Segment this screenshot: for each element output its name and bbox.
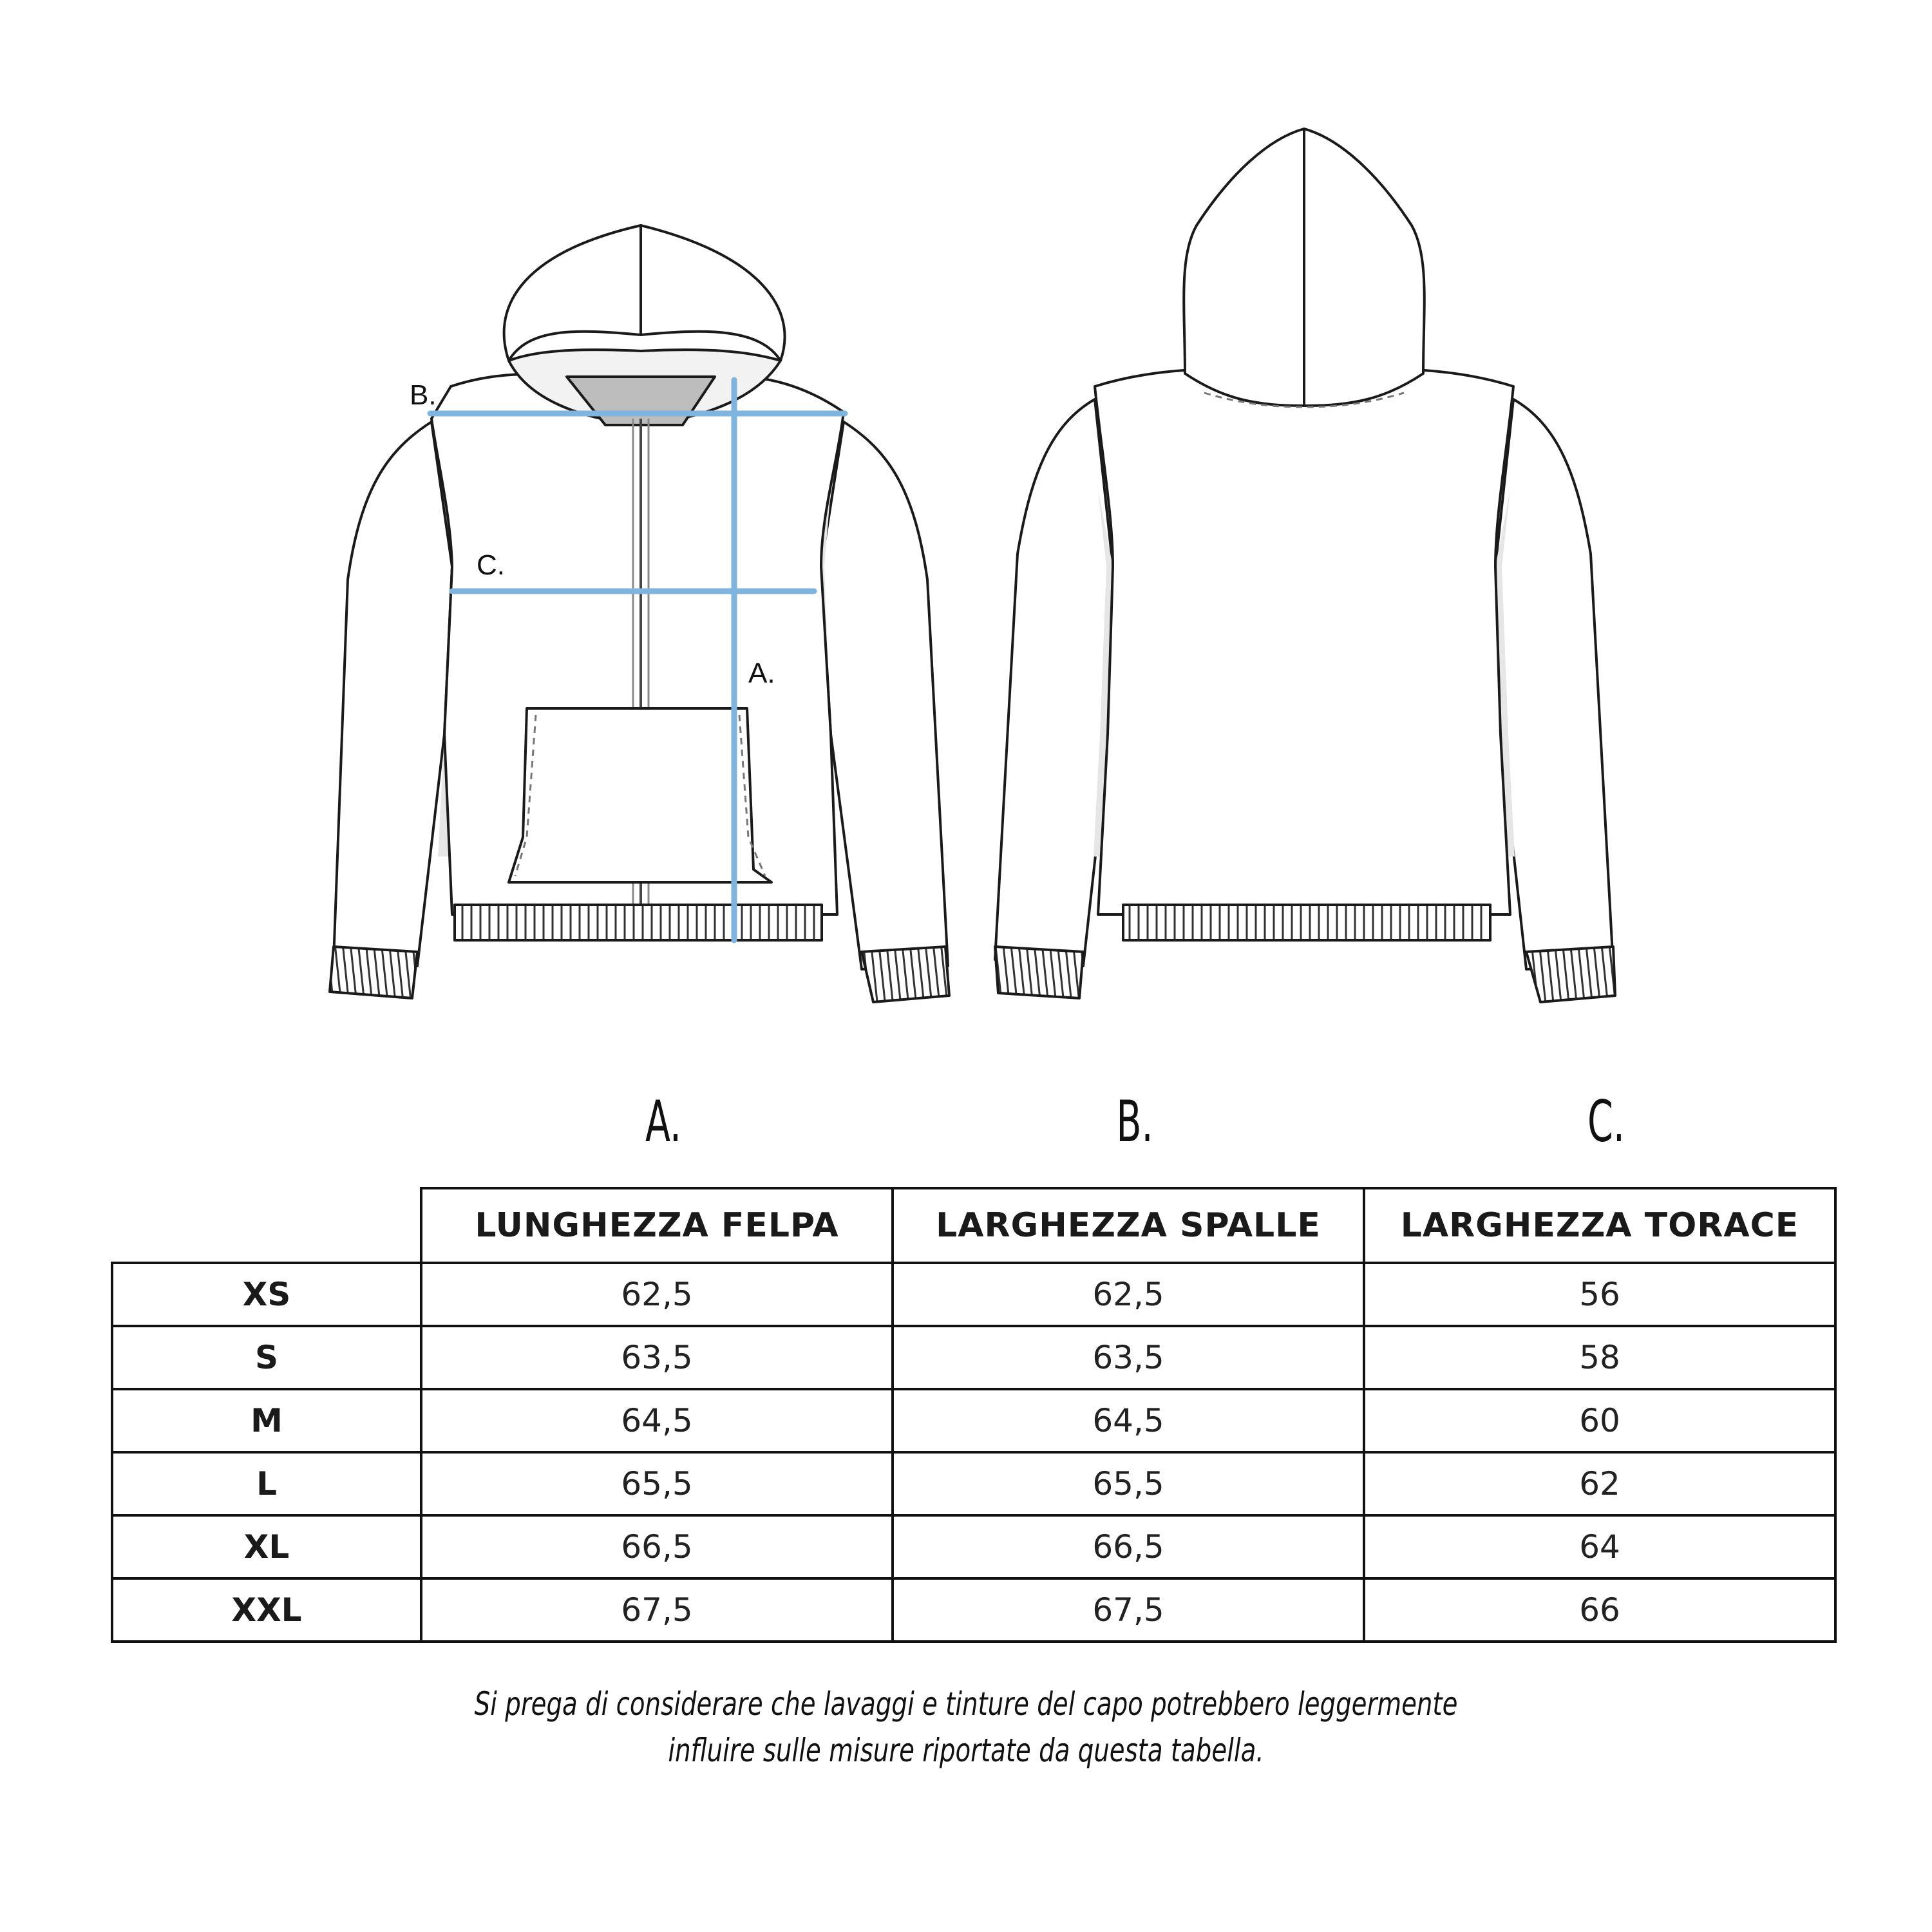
back-hem-rib (1123, 905, 1490, 940)
table-corner-cell (112, 1188, 421, 1263)
care-disclaimer-note (301, 1681, 1631, 1774)
size-label: S (112, 1326, 421, 1389)
value-cell: 62,5 (893, 1263, 1364, 1326)
value-cell: 63,5 (421, 1326, 893, 1389)
size-label: L (112, 1452, 421, 1515)
column-letter-a: A. (645, 1088, 681, 1155)
hoodie-back-view (995, 129, 1615, 1002)
column-letter-b: B. (1116, 1088, 1153, 1155)
header-larghezza-spalle: LARGHEZZA SPALLE (893, 1188, 1364, 1263)
back-body (1095, 369, 1513, 914)
front-left-sleeve (334, 422, 452, 966)
column-letter-c: C. (1587, 1088, 1625, 1155)
back-right-sleeve (1495, 399, 1613, 969)
size-label: XS (112, 1263, 421, 1326)
value-cell: 58 (1364, 1326, 1835, 1389)
value-cell: 64,5 (893, 1389, 1364, 1452)
value-cell: 64 (1364, 1515, 1835, 1578)
front-left-cuff (330, 947, 417, 998)
back-right-cuff (1526, 947, 1615, 1002)
note-line-2: influire sulle misure riportate da questa tabella. (668, 1732, 1264, 1769)
table-row (112, 1326, 1835, 1389)
label-b: B. (410, 379, 437, 411)
size-label: M (112, 1389, 421, 1452)
note-line-1: Si prega di considerare che lavaggi e tinture del capo potrebbero leggermente (474, 1685, 1458, 1723)
size-label: XXL (112, 1578, 421, 1642)
table-row (112, 1263, 1835, 1326)
table-row (112, 1515, 1835, 1578)
size-label: XL (112, 1515, 421, 1578)
hoodie-front-view (330, 225, 949, 1002)
front-right-cuff (862, 947, 949, 1002)
front-hem-rib (455, 905, 822, 940)
value-cell: 66,5 (893, 1515, 1364, 1578)
value-cell: 64,5 (421, 1389, 893, 1452)
front-hood (504, 225, 785, 361)
value-cell: 56 (1364, 1263, 1835, 1326)
value-cell: 65,5 (421, 1452, 893, 1515)
value-cell: 65,5 (893, 1452, 1364, 1515)
value-cell: 66 (1364, 1578, 1835, 1642)
value-cell: 62 (1364, 1452, 1835, 1515)
value-cell: 63,5 (893, 1326, 1364, 1389)
value-cell: 66,5 (421, 1515, 893, 1578)
table-row (112, 1389, 1835, 1452)
value-cell: 62,5 (421, 1263, 893, 1326)
value-cell: 67,5 (893, 1578, 1364, 1642)
back-left-sleeve (995, 399, 1113, 966)
header-larghezza-torace: LARGHEZZA TORACE (1364, 1188, 1835, 1263)
header-lunghezza-felpa: LUNGHEZZA FELPA (421, 1188, 893, 1263)
label-c: C. (477, 549, 505, 581)
table-header-row (112, 1188, 1835, 1263)
value-cell: 60 (1364, 1389, 1835, 1452)
table-row (112, 1578, 1835, 1642)
table-row (112, 1452, 1835, 1515)
label-a: A. (748, 658, 775, 689)
value-cell: 67,5 (421, 1578, 893, 1642)
size-chart-table (111, 1187, 1837, 1643)
back-left-cuff (995, 947, 1083, 998)
front-right-sleeve (821, 422, 948, 969)
